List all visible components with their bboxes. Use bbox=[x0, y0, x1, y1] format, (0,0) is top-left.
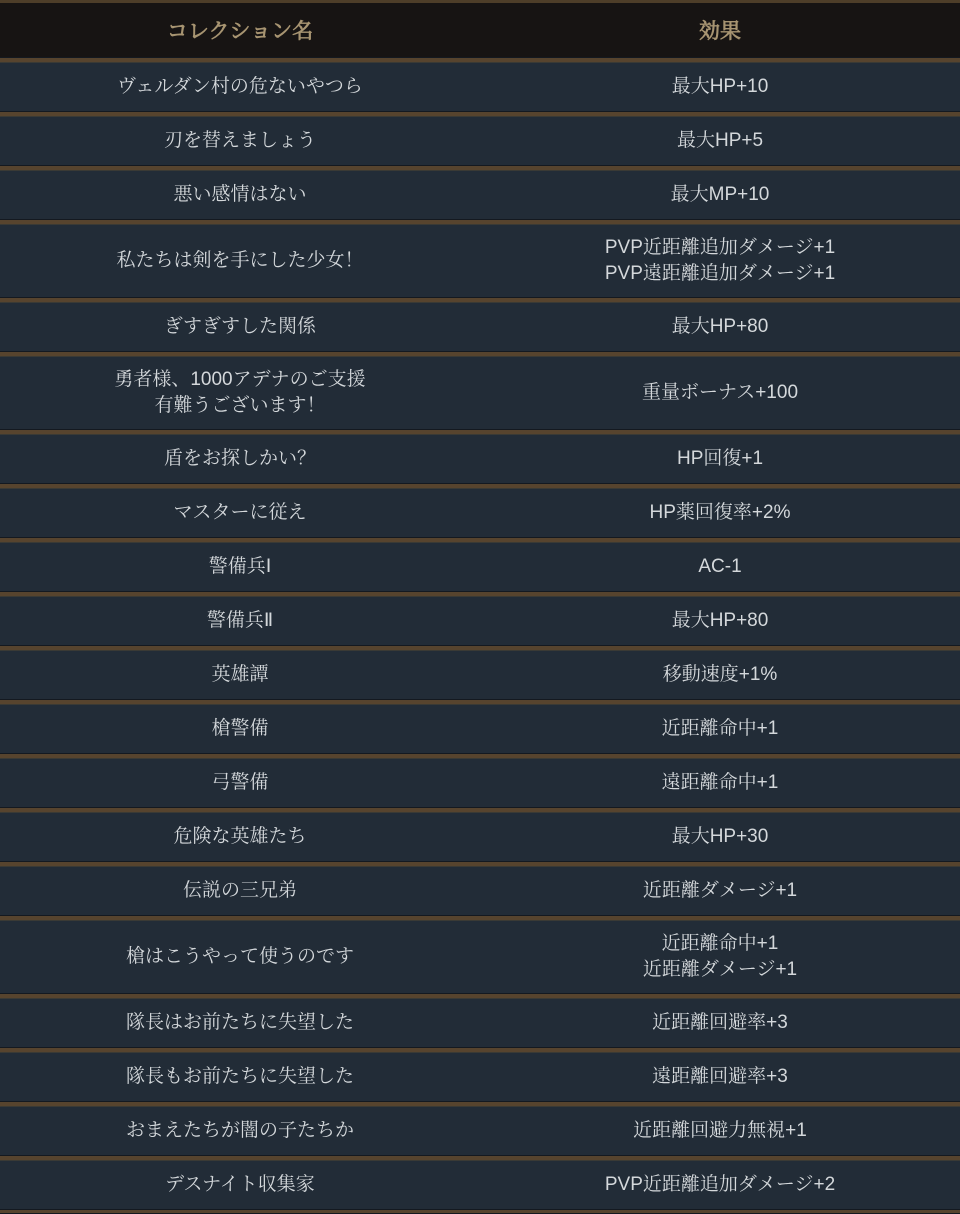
table-row bbox=[0, 1107, 960, 1155]
effect-line: 遠距離命中+1 bbox=[661, 772, 779, 793]
collection-name-line: 悪い感情はない bbox=[173, 184, 307, 205]
effect-cell bbox=[480, 357, 960, 429]
table-row bbox=[0, 1161, 960, 1209]
collection-name-cell bbox=[0, 867, 480, 915]
effect-line: 最大HP+80 bbox=[671, 316, 769, 337]
collection-name-line: 私たちは剣を手にした少女！ bbox=[116, 250, 364, 271]
collection-name-line: 弓警備 bbox=[211, 772, 269, 793]
table-row bbox=[0, 489, 960, 537]
effect-line: PVP遠距離追加ダメージ+1 bbox=[604, 263, 836, 284]
collection-name-cell bbox=[0, 1053, 480, 1101]
effect-cell bbox=[480, 597, 960, 645]
effect-cell bbox=[480, 303, 960, 351]
table-row bbox=[0, 171, 960, 219]
effect-cell bbox=[480, 759, 960, 807]
effect-cell bbox=[480, 651, 960, 699]
table-row bbox=[0, 921, 960, 993]
effect-line: 重量ボーナス+100 bbox=[641, 382, 799, 403]
collection-name-line: 英雄譚 bbox=[211, 664, 269, 685]
effect-line: AC-1 bbox=[698, 556, 742, 577]
effect-cell bbox=[480, 63, 960, 111]
collection-name-cell bbox=[0, 435, 480, 483]
effect-cell bbox=[480, 171, 960, 219]
table-row bbox=[0, 705, 960, 753]
collection-name-cell bbox=[0, 225, 480, 297]
effect-line: 近距離回避力無視+1 bbox=[633, 1120, 807, 1141]
effect-cell bbox=[480, 867, 960, 915]
collection-name-cell bbox=[0, 1161, 480, 1209]
collection-name-cell bbox=[0, 759, 480, 807]
effect-cell bbox=[480, 705, 960, 753]
collection-name-line: 危険な英雄たち bbox=[173, 826, 307, 847]
effect-cell bbox=[480, 117, 960, 165]
collection-name-line: マスターに従え bbox=[173, 502, 307, 523]
collection-name-line: 槍警備 bbox=[211, 718, 269, 739]
collection-name-cell bbox=[0, 921, 480, 993]
effect-cell bbox=[480, 435, 960, 483]
collection-name-cell bbox=[0, 489, 480, 537]
table-row bbox=[0, 357, 960, 429]
effect-line: 遠距離回避率+3 bbox=[652, 1066, 788, 1087]
effect-line: 近距離命中+1 bbox=[661, 933, 779, 954]
effect-line: 最大HP+5 bbox=[676, 130, 764, 151]
effect-line: PVP近距離追加ダメージ+2 bbox=[604, 1174, 836, 1195]
collection-name-cell bbox=[0, 705, 480, 753]
collection-name-line: 刃を替えましょう bbox=[163, 130, 316, 151]
table-row bbox=[0, 543, 960, 591]
collection-name-cell bbox=[0, 999, 480, 1047]
effect-cell bbox=[480, 1107, 960, 1155]
collection-name-line: ぎすぎすした関係 bbox=[163, 316, 316, 337]
collection-name-line: 勇者様、1000アデナのご支援 bbox=[114, 369, 366, 390]
table-row bbox=[0, 303, 960, 351]
effect-cell bbox=[480, 921, 960, 993]
collection-name-cell bbox=[0, 813, 480, 861]
header-collection-name: コレクション名 bbox=[166, 20, 314, 43]
table-row bbox=[0, 651, 960, 699]
effect-line: 最大HP+10 bbox=[671, 76, 769, 97]
collection-name-cell bbox=[0, 303, 480, 351]
effect-cell bbox=[480, 489, 960, 537]
effect-cell bbox=[480, 1053, 960, 1101]
effect-line: 最大HP+80 bbox=[671, 610, 769, 631]
effect-line: HP薬回復率+2% bbox=[649, 502, 791, 523]
table-row bbox=[0, 867, 960, 915]
effect-line: 最大HP+30 bbox=[671, 826, 769, 847]
collection-name-cell bbox=[0, 171, 480, 219]
table-row bbox=[0, 759, 960, 807]
table-bottom-border bbox=[0, 1209, 960, 1213]
effect-cell bbox=[480, 543, 960, 591]
table-row bbox=[0, 597, 960, 645]
collection-name-cell bbox=[0, 651, 480, 699]
header-effect: 効果 bbox=[699, 20, 741, 43]
collection-name-line: 隊長はお前たちに失望した bbox=[125, 1012, 354, 1033]
collection-name-line: おまえたちが闇の子たちか bbox=[125, 1120, 354, 1141]
effect-cell bbox=[480, 1161, 960, 1209]
collection-name-line: 盾をお探しかい？ bbox=[163, 448, 316, 469]
collection-name-cell bbox=[0, 117, 480, 165]
effect-line: 近距離回避率+3 bbox=[652, 1012, 788, 1033]
collection-name-line: 警備兵Ⅰ bbox=[208, 556, 272, 577]
effect-cell bbox=[480, 225, 960, 297]
collection-name-line: デスナイト収集家 bbox=[165, 1174, 315, 1195]
table-row bbox=[0, 813, 960, 861]
effect-line: 移動速度+1% bbox=[662, 664, 778, 685]
effect-line: 近距離ダメージ+1 bbox=[642, 959, 798, 980]
effect-cell bbox=[480, 813, 960, 861]
effect-cell bbox=[480, 999, 960, 1047]
table-body bbox=[0, 57, 960, 1209]
table-row bbox=[0, 999, 960, 1047]
collection-name-cell bbox=[0, 543, 480, 591]
table-header bbox=[0, 3, 960, 57]
effect-line: PVP近距離追加ダメージ+1 bbox=[604, 237, 836, 258]
table-row bbox=[0, 1053, 960, 1101]
table-row bbox=[0, 117, 960, 165]
table-row bbox=[0, 63, 960, 111]
effect-line: HP回復+1 bbox=[676, 448, 764, 469]
collection-name-cell bbox=[0, 63, 480, 111]
collection-name-cell bbox=[0, 597, 480, 645]
collection-name-cell bbox=[0, 357, 480, 429]
collection-name-line: 伝説の三兄弟 bbox=[182, 880, 297, 901]
table-row bbox=[0, 225, 960, 297]
collection-name-line: 警備兵Ⅱ bbox=[206, 610, 274, 631]
effect-line: 近距離ダメージ+1 bbox=[642, 880, 798, 901]
table-row bbox=[0, 435, 960, 483]
collection-name-cell bbox=[0, 1107, 480, 1155]
effect-line: 近距離命中+1 bbox=[661, 718, 779, 739]
collection-name-line: 有難うございます！ bbox=[154, 395, 326, 416]
collection-name-line: 槍はこうやって使うのです bbox=[125, 946, 354, 967]
collection-name-line: ヴェルダン村の危ないやつら bbox=[117, 76, 363, 97]
collection-name-line: 隊長もお前たちに失望した bbox=[125, 1066, 354, 1087]
effect-line: 最大MP+10 bbox=[670, 184, 770, 205]
